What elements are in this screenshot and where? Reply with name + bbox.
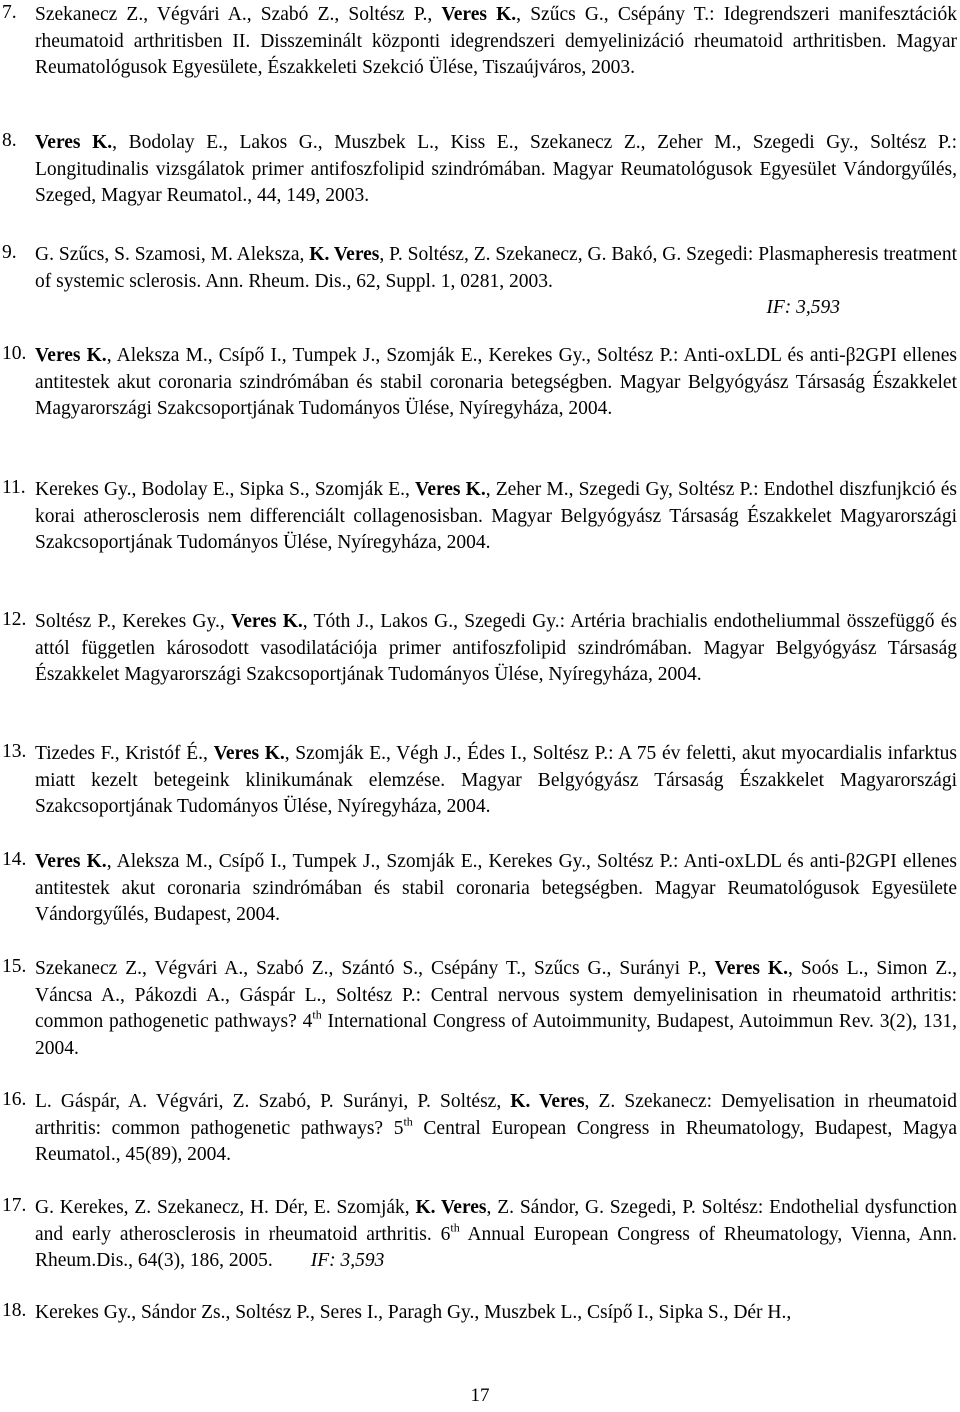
- reference-text: [35, 1195, 957, 1275]
- highlighted-author: Veres K.: [415, 479, 486, 500]
- reference-segment: Annual European Congress of Rheumatology, Vienna, Ann. Rheum.Dis., 64(3), 186, 2005.: [35, 1223, 957, 1271]
- impact-factor: IF: 3,593: [766, 297, 840, 318]
- reference-segment: , Bodolay E., Lakos G., Muszbek L., Kiss E., Szekanecz Z., Zeher M., Szegedi Gy., Soltész P.: Longitudinalis vizsgálatok primer antifoszfolipid szindrómában. Magyar Reumatológusok Egyesület Vándorgyűlés, Szeged, Magyar Reumatol., 44, 149, 2003.: [35, 132, 957, 206]
- reference-number: 13.: [2, 741, 27, 762]
- highlighted-author: K. Veres: [510, 1091, 585, 1112]
- reference-number: 9.: [2, 242, 17, 263]
- reference-text: [35, 130, 957, 210]
- highlighted-author: Veres K.: [441, 4, 517, 25]
- reference-segment: , Szomják E., Végh J., Édes I., Soltész P.: A 75 év feletti, akut myocardialis infarktus miatt kezelt betegeink klinikumának elemzése. Magyar Belgyógyász Társaság Északkelet Magyarországi Szakcsoportjának Tudományos Ülése, Nyíregyháza, 2004.: [35, 743, 957, 817]
- reference-segment: , Aleksza M., Csípő I., Tumpek J., Szomják E., Kerekes Gy., Soltész P.: Anti-oxLDL és anti-β2GPI ellenes antitestek akut coronaria szindrómában és stabil coronaria betegségben. Magyar Reumatológusok Egyesülete Vándorgyűlés, Budapest, 2004.: [35, 851, 957, 925]
- reference-number: 18.: [2, 1300, 27, 1321]
- reference-segment: Kerekes Gy., Bodolay E., Sipka S., Szomják E.,: [35, 479, 416, 500]
- reference-segment: Szekanecz Z., Végvári A., Szabó Z., Szántó S., Csépány T., Szűcs G., Surányi P.,: [35, 958, 715, 979]
- reference-text: [35, 741, 957, 821]
- reference-segment: G. Kerekes, Z. Szekanecz, H. Dér, E. Szomják,: [35, 1197, 416, 1218]
- reference-segment: , P. Soltész, Z. Szekanecz, G. Bakó, G. Szegedi: Plasmapheresis treatment of systemic sclerosis. Ann. Rheum. Dis., 62, Suppl. 1, 0281, 2003.: [35, 244, 957, 292]
- ordinal-suffix: th: [450, 1220, 460, 1235]
- reference-segment: Kerekes Gy., Sándor Zs., Soltész P., Seres I., Paragh Gy., Muszbek L., Csípő I., Sipka S., Dér H.,: [35, 1302, 792, 1323]
- reference-segment: , Soós L., Simon Z., Váncsa A., Pákozdi A., Gáspár L., Soltész P.: Central nervous system demyelinisation in rheumatoid arthritis: common pathogenetic pathways? 4: [35, 958, 957, 1032]
- reference-text: [35, 242, 957, 322]
- reference-text: [35, 1089, 957, 1169]
- reference-text: [35, 343, 957, 423]
- highlighted-author: Veres K.: [714, 958, 788, 979]
- reference-number: 14.: [2, 849, 27, 870]
- reference-segment: , Zeher M., Szegedi Gy, Soltész P.: Endothel diszfunjkció és korai atherosclerosis nem differenciált collagenosisban. Magyar Belgyógyász Társaság Északkelet Magyarországi Szakcsoportjának Tudományos Ülése, Nyíregyháza, 2004.: [35, 479, 957, 553]
- highlighted-author: Veres K.: [35, 132, 113, 153]
- highlighted-author: Veres K.: [230, 611, 303, 632]
- reference-text: [35, 1300, 957, 1327]
- reference-segment: L. Gáspár, A. Végvári, Z. Szabó, P. Surányi, P. Soltész,: [35, 1091, 511, 1112]
- reference-text: [35, 956, 957, 1062]
- reference-segment: International Congress of Autoimmunity, Budapest, Autoimmun Rev. 3(2), 131, 2004.: [35, 1011, 958, 1059]
- reference-segment: Soltész P., Kerekes Gy.,: [35, 611, 231, 632]
- reference-segment: , Szűcs G., Csépány T.: Idegrendszeri manifesztációk rheumatoid arthritisben II. Disszeminált központi idegrendszeri demyelinizáció rheumatoid arthritisben. Magyar Reumatológusok Egyesülete, Északkeleti Szekció Ülése, Tiszaújváros, 2003.: [35, 4, 957, 78]
- reference-number: 11.: [2, 477, 26, 498]
- reference-segment: Szekanecz Z., Végvári A., Szabó Z., Soltész P.,: [35, 4, 442, 25]
- impact-factor: IF: 3,593: [310, 1250, 385, 1271]
- reference-number: 10.: [2, 343, 27, 364]
- reference-number: 16.: [2, 1089, 27, 1110]
- reference-number: 7.: [2, 2, 17, 23]
- reference-segment: G. Szűcs, S. Szamosi, M. Aleksza,: [35, 244, 310, 265]
- highlighted-author: Veres K.: [35, 851, 107, 872]
- highlighted-author: Veres K.: [35, 345, 107, 366]
- reference-number: 12.: [2, 609, 27, 630]
- reference-number: 15.: [2, 956, 27, 977]
- highlighted-author: K. Veres: [309, 244, 380, 265]
- reference-number: 17.: [2, 1195, 27, 1216]
- reference-segment: , Z. Sándor, G. Szegedi, P. Soltész: Endothelial dysfunction and early atherosclerosis in rheumatoid arthritis. 6: [35, 1197, 957, 1245]
- reference-text: [35, 2, 957, 82]
- reference-segment: , Tóth J., Lakos G., Szegedi Gy.: Artéria brachialis endotheliummal összefüggő és attól független károsodott vasodilatációja primer antifoszfolipid szindrómában. Magyar Belgyógyász Társaság Északkelet Magyarországi Szakcsoportjának Tudományos Ülése, Nyíregyháza, 2004.: [35, 611, 957, 685]
- highlighted-author: Veres K.: [213, 743, 285, 764]
- reference-text: [35, 609, 957, 689]
- page-number: 17: [470, 1385, 490, 1406]
- ordinal-suffix: th: [312, 1007, 322, 1022]
- highlighted-author: K. Veres: [415, 1197, 487, 1218]
- ordinal-suffix: th: [403, 1114, 413, 1129]
- reference-text: [35, 849, 957, 929]
- reference-segment: , Aleksza M., Csípő I., Tumpek J., Szomják E., Kerekes Gy., Soltész P.: Anti-oxLDL és anti-β2GPI ellenes antitestek akut coronaria szindrómában és stabil coronaria betegségben. Magyar Belgyógyász Társaság Északkelet Magyarországi Szakcsoportjának Tudományos Ülése, Nyíregyháza, 2004.: [35, 345, 957, 419]
- reference-segment: Tizedes F., Kristóf É.,: [35, 743, 214, 764]
- reference-segment: , Z. Szekanecz: Demyelisation in rheumatoid arthritis: common pathogenetic pathways? 5: [35, 1091, 957, 1139]
- reference-number: 8.: [2, 130, 17, 151]
- reference-segment: Central European Congress in Rheumatology, Budapest, Magya Reumatol., 45(89), 2004.: [35, 1117, 957, 1165]
- reference-text: [35, 477, 957, 557]
